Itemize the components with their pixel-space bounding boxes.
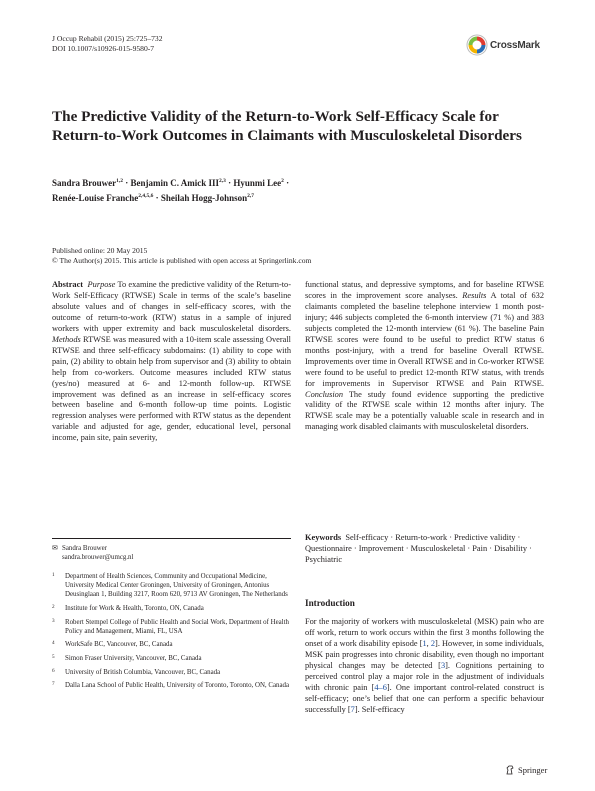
article-title: The Predictive Validity of the Return-to-Work Self-Efficacy Scale for Return-to-Work Outcomes in Claimants with Musculoskeletal Disorders <box>52 108 522 144</box>
author-separator: · <box>283 178 290 188</box>
purpose-text: To examine the predictive validity of the Return-to-Work Self-Efficacy (RTWSE) Scale in terms of the scale’s baseline absolute values and of changes in self-efficacy scores, with the outcome of return-to-work (RTW) status in a sample of injured workers with upper extremity and back musculoskeletal disorders. <box>52 280 291 333</box>
keywords <box>305 533 544 566</box>
methods-label: Methods <box>52 334 81 344</box>
published-date: Published online: 20 May 2015 <box>52 246 148 255</box>
affiliation-text: University of British Columbia, Vancouver, BC, Canada <box>65 668 221 676</box>
purpose-label: Purpose <box>87 280 116 289</box>
affiliation-text: Robert Stempel College of Public Health and Social Work, Department of Health Policy and Management, Miami, FL, USA <box>65 618 289 635</box>
affiliation-item <box>52 681 291 690</box>
crossmark-icon <box>466 34 488 56</box>
citation-link[interactable]: 7 <box>350 704 355 714</box>
affiliation-text: Simon Fraser University, Vancouver, BC, Canada <box>65 654 202 662</box>
methods-text: RTWSE was measured with a 10-item scale assessing Overall RTWSE and three self-efficacy subdomains: (1) ability to cope with pain, (2) ability to obtain help from supervisor and (3) ability to obtain help from co-workers. Outcome measures included RTW status (yes/no) measured at 6- and 12-month follow-up. RTWSE improvement was defined as an increase in self-efficacy scores between baseline and 6-month follow-up time points. Logistic regression analyses were performed with RTW status as the dependent variable and adjusted for age, gender, educational level, personal income, pain site, pain severity, <box>52 334 291 443</box>
author-name: Sheilah Hogg-Johnson <box>160 193 248 203</box>
author-affiliation-marker: 2,4,5,6 <box>138 193 154 199</box>
publisher-name: Springer <box>518 765 548 775</box>
publisher-footer <box>505 765 547 775</box>
journal-header <box>52 34 163 54</box>
introduction-heading: Introduction <box>305 598 355 608</box>
results-label: Results <box>462 290 487 300</box>
author-affiliation-marker: 1,2 <box>116 178 123 184</box>
conclusion-text: The study found evidence supporting the predictive validity of the RTWSE scale within 12 months after injury. The RTWSE scale may be a potentially valuable scale in research and in managing work disabled claimants with musculoskeletal disorders. <box>305 389 544 432</box>
author-name: Renée-Louise Franche <box>52 193 139 203</box>
abstract-continued <box>305 280 544 433</box>
affiliation-item <box>52 640 291 649</box>
intro-text-1: For the majority of workers with musculoskeletal (MSK) pain who are off work, return to work occurs within the first 3 months following the onset of a work disability episode [ <box>305 617 544 648</box>
affiliation-number: 1 <box>52 572 55 578</box>
doi[interactable]: DOI 10.1007/s10926-015-9580-7 <box>52 44 155 53</box>
affiliation-number: 3 <box>52 617 55 624</box>
correspondence-email[interactable]: sandra.brouwer@umcg.nl <box>62 554 134 562</box>
correspondence-name: Sandra Brouwer <box>62 545 107 552</box>
affiliation-item <box>52 654 291 663</box>
author-name: Benjamin C. Amick III <box>130 178 219 188</box>
methods-text-continued: functional status, and depressive symptoms, and for baseline RTWSE scores in the improvement score analyses. <box>305 280 544 300</box>
correspondence <box>52 544 133 562</box>
conclusion-label: Conclusion <box>305 389 344 399</box>
abstract-paragraph <box>52 280 291 444</box>
affiliation-item <box>52 618 291 636</box>
intro-text-2: , <box>426 638 431 648</box>
citation-link[interactable]: 4–6 <box>374 682 387 692</box>
crossmark-badge[interactable] <box>466 34 540 56</box>
journal-citation: J Occup Rehabil (2015) 25:725–732 <box>52 34 163 43</box>
author-name: Sandra Brouwer <box>52 178 117 188</box>
citation-link[interactable]: 2 <box>430 638 436 648</box>
author-affiliation-marker: 2,7 <box>247 193 255 199</box>
citation-link[interactable]: 1 <box>422 638 427 648</box>
introduction-text <box>305 617 544 716</box>
affiliation-text: Department of Health Sciences, Community and Occupational Medicine, University Medical Center Groningen, University of Groningen, Antonius Deusinglaan 1, Building 3217, Room 620, 9713 AV Groningen, The Netherlands <box>65 573 288 599</box>
intro-text-5: ]. One important control-related construct is self-efficacy; one’s belief that one can perform a specific behaviour successfully [ <box>305 682 544 714</box>
author-list <box>52 175 502 205</box>
crossmark-label: CrossMark <box>490 39 540 51</box>
affiliation-number: 4 <box>52 640 55 647</box>
springer-horse-icon <box>505 765 515 775</box>
author-affiliation-marker: 2 <box>281 178 284 184</box>
citation-link[interactable]: 3 <box>440 660 446 670</box>
abstract-column-left <box>52 280 291 444</box>
affiliation-number: 5 <box>52 653 55 660</box>
affiliation-number: 7 <box>52 681 55 688</box>
intro-text-4: ]. Cognitions pertaining to perceived control play a major role in the adjustment of individuals with chronic pain [ <box>305 660 545 692</box>
intro-text-3: ]. However, in some individuals, MSK pain progresses into chronic disability, even though no important physical changes may be detected [ <box>305 638 545 670</box>
envelope-icon: ✉ <box>52 545 58 552</box>
affiliations <box>52 572 291 695</box>
affiliation-text: WorkSafe BC, Vancouver, BC, Canada <box>65 641 173 649</box>
author-affiliation-marker: 2,3 <box>219 178 226 184</box>
intro-text-6: ]. Self-efficacy <box>354 704 405 714</box>
publication-info <box>52 246 311 266</box>
abstract-column-right <box>305 280 544 433</box>
affiliation-item <box>52 668 291 677</box>
affiliation-item <box>52 572 291 600</box>
author-separator: · <box>153 193 161 203</box>
author-separator: · <box>225 178 234 188</box>
keywords-label: Keywords <box>305 533 342 542</box>
author-name: Hyunmi Lee <box>233 178 282 188</box>
abstract-label: Abstract <box>52 280 84 289</box>
author-separator: · <box>122 178 131 188</box>
copyright-notice: © The Author(s) 2015. This article is published with open access at Springerlink.com <box>52 256 312 265</box>
affiliation-item <box>52 604 291 613</box>
footnote-divider <box>52 538 291 539</box>
affiliation-text: Institute for Work & Health, Toronto, ON, Canada <box>65 605 204 612</box>
affiliation-number: 6 <box>52 667 55 674</box>
results-text: A total of 632 claimants completed the baseline telephone interview 1 month post-injury; 446 subjects completed the 6-month interview (71 %) and 383 subjects completed the 12-month interview (61 %). The baseline Pain RTWSE scores were found to be useful to predict RTW status 6 months post-injury, with a trend for baseline Overall RTWSE. Improvements over time in Overall RTWSE and in Co-worker RTWSE were found to be useful to predict 12-month RTW status, with trends for improvements in Supervisor RTWSE and Pain RTWSE. <box>305 290 544 388</box>
affiliation-text: Dalla Lana School of Public Health, University of Toronto, Toronto, ON, Canada <box>65 682 290 690</box>
keywords-list: Self-efficacy · Return-to-work · Predictive validity · Questionnaire · Improvement · Musculoskeletal · Pain · Disability · Psychiatric <box>305 533 532 564</box>
affiliation-number: 2 <box>52 604 55 610</box>
